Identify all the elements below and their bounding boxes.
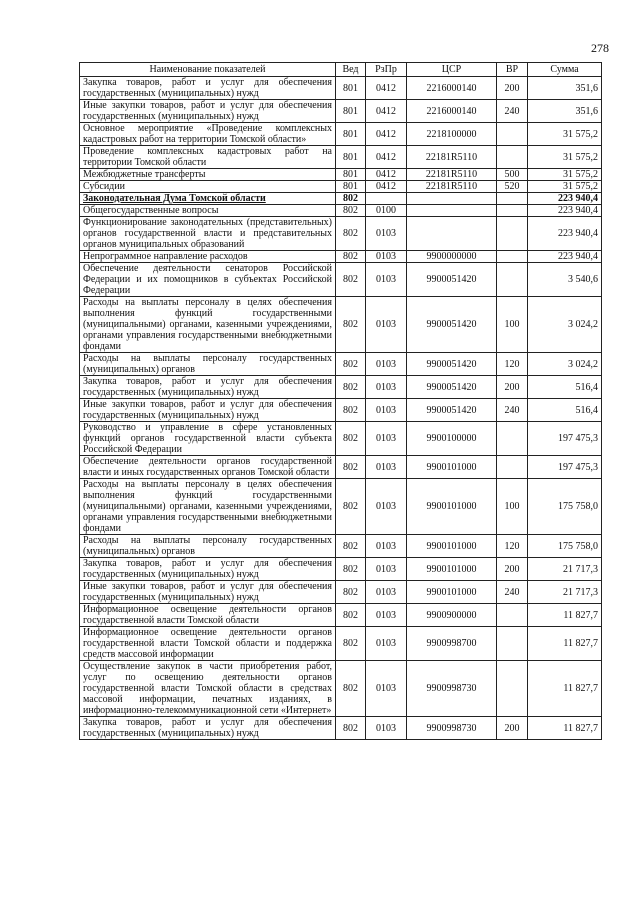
cell-ved: 801 <box>336 100 366 123</box>
cell-sum: 223 940,4 <box>528 193 602 205</box>
cell-rzpr: 0103 <box>366 297 407 353</box>
table-row <box>80 251 602 263</box>
cell-name: Расходы на выплаты персоналу государственных (муниципальных) органов <box>80 535 336 558</box>
cell-name: Закупка товаров, работ и услуг для обеспечения государственных (муниципальных) нужд <box>80 77 336 100</box>
cell-vr <box>497 205 528 217</box>
cell-vr <box>497 661 528 717</box>
cell-name: Непрограммное направление расходов <box>80 251 336 263</box>
cell-csr: 9900101000 <box>407 558 497 581</box>
cell-sum: 31 575,2 <box>528 123 602 146</box>
cell-sum: 21 717,3 <box>528 581 602 604</box>
cell-csr: 9900051420 <box>407 263 497 297</box>
cell-csr: 22181R5110 <box>407 146 497 169</box>
cell-ved: 801 <box>336 77 366 100</box>
cell-csr: 9900051420 <box>407 376 497 399</box>
table-row <box>80 353 602 376</box>
table-body <box>80 77 602 740</box>
cell-name: Иные закупки товаров, работ и услуг для обеспечения государственных (муниципальных) нужд <box>80 100 336 123</box>
cell-ved: 802 <box>336 353 366 376</box>
cell-rzpr: 0412 <box>366 123 407 146</box>
table-row <box>80 263 602 297</box>
cell-sum: 223 940,4 <box>528 217 602 251</box>
cell-name: Проведение комплексных кадастровых работ на территории Томской области <box>80 146 336 169</box>
cell-rzpr: 0103 <box>366 717 407 740</box>
table-row <box>80 376 602 399</box>
cell-name: Информационное освещение деятельности органов государственной власти Томской области и поддержка средств массовой информации <box>80 627 336 661</box>
table-row <box>80 146 602 169</box>
table-row <box>80 77 602 100</box>
cell-sum: 351,6 <box>528 100 602 123</box>
cell-sum: 175 758,0 <box>528 479 602 535</box>
cell-name: Руководство и управление в сфере установленных функций органов государственной власти субъекта Российской Федерации <box>80 422 336 456</box>
cell-vr: 240 <box>497 100 528 123</box>
cell-sum: 197 475,3 <box>528 456 602 479</box>
cell-rzpr: 0103 <box>366 661 407 717</box>
cell-rzpr: 0103 <box>366 581 407 604</box>
cell-vr <box>497 263 528 297</box>
cell-ved: 802 <box>336 205 366 217</box>
cell-csr: 9900051420 <box>407 297 497 353</box>
cell-name: Основное мероприятие «Проведение комплексных кадастровых работ на территории Томской области» <box>80 123 336 146</box>
table-row <box>80 479 602 535</box>
cell-ved: 802 <box>336 251 366 263</box>
cell-rzpr: 0103 <box>366 263 407 297</box>
cell-name: Закупка товаров, работ и услуг для обеспечения государственных (муниципальных) нужд <box>80 376 336 399</box>
cell-vr <box>497 251 528 263</box>
cell-csr <box>407 193 497 205</box>
cell-ved: 802 <box>336 297 366 353</box>
col-header-vr: ВР <box>497 63 528 77</box>
col-header-csr: ЦСР <box>407 63 497 77</box>
cell-rzpr: 0412 <box>366 77 407 100</box>
cell-ved: 802 <box>336 263 366 297</box>
cell-sum: 223 940,4 <box>528 205 602 217</box>
cell-ved: 802 <box>336 456 366 479</box>
cell-vr: 100 <box>497 479 528 535</box>
cell-name: Межбюджетные трансферты <box>80 169 336 181</box>
cell-ved: 802 <box>336 627 366 661</box>
cell-name: Иные закупки товаров, работ и услуг для обеспечения государственных (муниципальных) нужд <box>80 399 336 422</box>
cell-ved: 802 <box>336 376 366 399</box>
table-row <box>80 169 602 181</box>
cell-rzpr: 0412 <box>366 146 407 169</box>
cell-sum: 21 717,3 <box>528 558 602 581</box>
cell-ved: 802 <box>336 217 366 251</box>
cell-rzpr: 0103 <box>366 251 407 263</box>
table-row <box>80 558 602 581</box>
cell-ved: 802 <box>336 661 366 717</box>
table-row <box>80 717 602 740</box>
cell-rzpr: 0103 <box>366 353 407 376</box>
cell-csr: 9900100000 <box>407 422 497 456</box>
cell-sum: 351,6 <box>528 77 602 100</box>
cell-csr: 9900101000 <box>407 479 497 535</box>
cell-vr: 200 <box>497 558 528 581</box>
cell-vr: 120 <box>497 535 528 558</box>
cell-csr: 9900998730 <box>407 661 497 717</box>
cell-name: Законодательная Дума Томской области <box>80 193 336 205</box>
cell-csr: 2216000140 <box>407 100 497 123</box>
cell-vr <box>497 217 528 251</box>
table-row <box>80 422 602 456</box>
cell-name: Расходы на выплаты персоналу в целях обеспечения выполнения функций государственными (муниципальными) органами, казенными учреждениями, органами управления государственными внебюджетными фондами <box>80 479 336 535</box>
cell-name: Информационное освещение деятельности органов государственной власти Томской области <box>80 604 336 627</box>
cell-sum: 31 575,2 <box>528 169 602 181</box>
col-header-sum: Сумма <box>528 63 602 77</box>
cell-sum: 516,4 <box>528 376 602 399</box>
cell-vr: 200 <box>497 376 528 399</box>
cell-rzpr: 0100 <box>366 205 407 217</box>
cell-vr <box>497 193 528 205</box>
cell-rzpr: 0412 <box>366 181 407 193</box>
cell-name: Расходы на выплаты персоналу в целях обеспечения выполнения функций государственными (муниципальными) органами, казенными учреждениями, органами управления государственными внебюджетными фондами <box>80 297 336 353</box>
cell-ved: 801 <box>336 123 366 146</box>
cell-ved: 802 <box>336 581 366 604</box>
cell-name: Иные закупки товаров, работ и услуг для обеспечения государственных (муниципальных) нужд <box>80 581 336 604</box>
cell-ved: 801 <box>336 146 366 169</box>
cell-csr <box>407 217 497 251</box>
cell-name: Обеспечение деятельности сенаторов Российской Федерации и их помощников в субъектах Российской Федерации <box>80 263 336 297</box>
table-row <box>80 661 602 717</box>
cell-sum: 175 758,0 <box>528 535 602 558</box>
cell-sum: 3 540,6 <box>528 263 602 297</box>
cell-vr <box>497 604 528 627</box>
cell-vr: 240 <box>497 399 528 422</box>
cell-ved: 802 <box>336 399 366 422</box>
cell-vr: 100 <box>497 297 528 353</box>
cell-name: Осуществление закупок в части приобретения работ, услуг по освещению деятельности органов государственной власти Томской области в средствах массовой информации, печатных изданиях, в информационно-телекоммуникационной сети «Интернет» <box>80 661 336 717</box>
cell-sum: 11 827,7 <box>528 717 602 740</box>
col-header-ved: Вед <box>336 63 366 77</box>
header-row <box>80 63 602 77</box>
cell-vr: 240 <box>497 581 528 604</box>
cell-ved: 802 <box>336 604 366 627</box>
cell-name: Закупка товаров, работ и услуг для обеспечения государственных (муниципальных) нужд <box>80 717 336 740</box>
cell-vr <box>497 627 528 661</box>
table-row <box>80 181 602 193</box>
table-row <box>80 456 602 479</box>
col-header-rzpr: РзПр <box>366 63 407 77</box>
cell-name: Субсидии <box>80 181 336 193</box>
cell-rzpr: 0103 <box>366 604 407 627</box>
cell-rzpr: 0103 <box>366 535 407 558</box>
cell-vr <box>497 422 528 456</box>
cell-rzpr: 0103 <box>366 479 407 535</box>
cell-sum: 11 827,7 <box>528 627 602 661</box>
cell-vr <box>497 146 528 169</box>
cell-vr: 520 <box>497 181 528 193</box>
cell-vr: 200 <box>497 77 528 100</box>
cell-csr: 2216000140 <box>407 77 497 100</box>
cell-csr: 9900101000 <box>407 535 497 558</box>
cell-sum: 31 575,2 <box>528 181 602 193</box>
cell-name: Расходы на выплаты персоналу государственных (муниципальных) органов <box>80 353 336 376</box>
cell-sum: 516,4 <box>528 399 602 422</box>
cell-rzpr: 0103 <box>366 376 407 399</box>
cell-name: Функционирование законодательных (представительных) органов государственной власти и представительных органов муниципальных образований <box>80 217 336 251</box>
cell-csr: 22181R5110 <box>407 181 497 193</box>
cell-rzpr: 0103 <box>366 627 407 661</box>
cell-vr: 200 <box>497 717 528 740</box>
cell-sum: 223 940,4 <box>528 251 602 263</box>
cell-sum: 11 827,7 <box>528 661 602 717</box>
cell-sum: 3 024,2 <box>528 353 602 376</box>
cell-csr: 22181R5110 <box>407 169 497 181</box>
table-row <box>80 604 602 627</box>
cell-ved: 801 <box>336 181 366 193</box>
cell-csr: 9900998700 <box>407 627 497 661</box>
cell-rzpr: 0412 <box>366 100 407 123</box>
table-row <box>80 297 602 353</box>
cell-csr: 9900000000 <box>407 251 497 263</box>
cell-csr: 9900101000 <box>407 456 497 479</box>
cell-vr: 120 <box>497 353 528 376</box>
cell-csr: 9900051420 <box>407 353 497 376</box>
cell-ved: 802 <box>336 193 366 205</box>
cell-vr <box>497 456 528 479</box>
table-header <box>80 63 602 77</box>
cell-rzpr: 0103 <box>366 558 407 581</box>
cell-ved: 802 <box>336 717 366 740</box>
cell-sum: 197 475,3 <box>528 422 602 456</box>
cell-csr <box>407 205 497 217</box>
cell-ved: 801 <box>336 169 366 181</box>
cell-vr <box>497 123 528 146</box>
cell-ved: 802 <box>336 558 366 581</box>
cell-ved: 802 <box>336 535 366 558</box>
cell-sum: 11 827,7 <box>528 604 602 627</box>
cell-rzpr: 0103 <box>366 217 407 251</box>
budget-table <box>79 62 602 740</box>
cell-csr: 9900051420 <box>407 399 497 422</box>
table-row <box>80 193 602 205</box>
cell-sum: 3 024,2 <box>528 297 602 353</box>
cell-csr: 2218100000 <box>407 123 497 146</box>
cell-name: Общегосударственные вопросы <box>80 205 336 217</box>
cell-vr: 500 <box>497 169 528 181</box>
cell-csr: 9900900000 <box>407 604 497 627</box>
table-row <box>80 123 602 146</box>
cell-csr: 9900998730 <box>407 717 497 740</box>
table-row <box>80 581 602 604</box>
cell-ved: 802 <box>336 479 366 535</box>
cell-sum: 31 575,2 <box>528 146 602 169</box>
cell-rzpr: 0103 <box>366 456 407 479</box>
cell-ved: 802 <box>336 422 366 456</box>
cell-name: Закупка товаров, работ и услуг для обеспечения государственных (муниципальных) нужд <box>80 558 336 581</box>
cell-name: Обеспечение деятельности органов государственной власти и иных государственных органов Томской области <box>80 456 336 479</box>
table-row <box>80 399 602 422</box>
page-number: 278 <box>591 41 609 55</box>
table-row <box>80 217 602 251</box>
table-row <box>80 535 602 558</box>
cell-csr: 9900101000 <box>407 581 497 604</box>
table-row <box>80 100 602 123</box>
table-row <box>80 627 602 661</box>
cell-rzpr: 0103 <box>366 399 407 422</box>
cell-rzpr: 0103 <box>366 422 407 456</box>
cell-rzpr <box>366 193 407 205</box>
col-header-name: Наименование показателей <box>80 63 336 77</box>
table-row <box>80 205 602 217</box>
cell-rzpr: 0412 <box>366 169 407 181</box>
